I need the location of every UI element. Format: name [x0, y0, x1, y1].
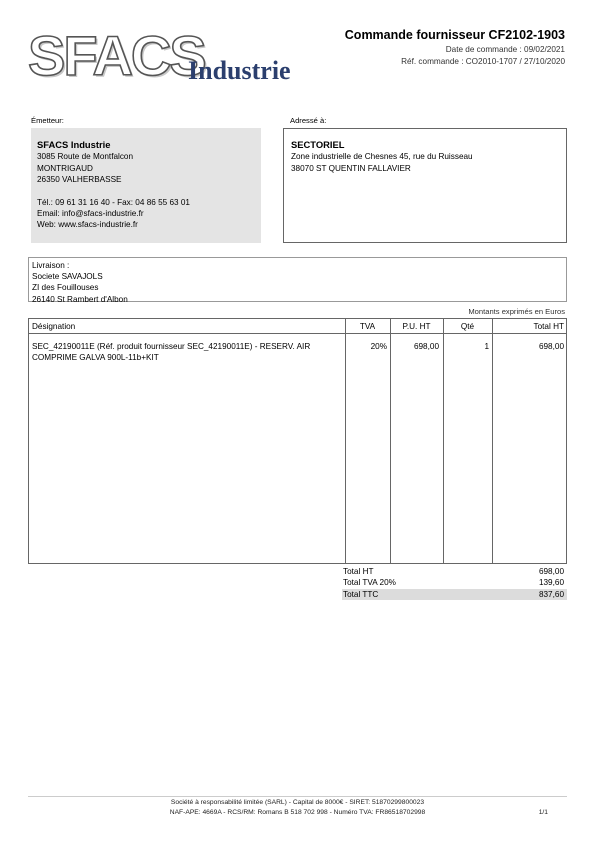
footer-registration-line: NAF-APE: 4669A - RCS/RM: Romans B 518 702 998 - Numéro TVA: FR86518702998: [169, 809, 426, 816]
delivery-line: 26140 St Rambert d'Albon: [32, 294, 128, 304]
total-ht-label: Total HT: [343, 567, 374, 576]
delivery-line: Societe SAVAJOLS: [32, 272, 103, 282]
total-ttc-label: Total TTC: [343, 589, 379, 599]
header-designation: Désignation: [32, 322, 76, 331]
designation-line: SEC_42190011E (Réf. produit fournisseur SEC_42190011E) - RESERV. AIR: [32, 342, 311, 351]
sender-email: Email: info@sfacs-industrie.fr: [37, 209, 144, 219]
header-tva: TVA: [359, 322, 376, 331]
total-ttc-value: 837,60: [538, 589, 564, 599]
recipient-label: Adressé à:: [290, 116, 327, 125]
header-unit-price: P.U. HT: [402, 322, 431, 331]
footer-legal-line: Société à responsabilité limitée (SARL) - Capital de 8000€ - SIRET: 51870299800023: [170, 799, 425, 806]
column-divider: [492, 319, 493, 563]
recipient-box: [283, 128, 567, 243]
footer-divider: [28, 796, 567, 797]
recipient-name: SECTORIEL: [291, 139, 345, 150]
header-divider: [29, 333, 566, 334]
sender-address-line: MONTRIGAUD: [37, 163, 93, 173]
order-reference: Réf. commande : CO2010-1707 / 27/10/2020: [401, 57, 565, 66]
sender-label: Émetteur:: [31, 116, 64, 125]
row-tva: 20%: [370, 342, 387, 351]
recipient-address-line: Zone industrielle de Chesnes 45, rue du Ruisseau: [291, 152, 473, 162]
row-total: 698,00: [538, 342, 564, 351]
logo-brand-text: SFACS: [28, 24, 205, 87]
sender-website: Web: www.sfacs-industrie.fr: [37, 220, 138, 230]
items-table: [28, 318, 567, 564]
order-date: Date de commande : 09/02/2021: [445, 45, 565, 54]
delivery-label: Livraison :: [32, 261, 70, 270]
delivery-line: ZI des Fouillouses: [32, 283, 99, 293]
total-tva-row: [342, 577, 567, 588]
total-ht-value: 698,00: [538, 567, 564, 576]
sender-box: [31, 128, 261, 243]
header-quantity: Qté: [460, 322, 475, 331]
header-total: Total HT: [533, 322, 564, 331]
total-ttc-row: [342, 589, 567, 600]
currency-note: Montants exprimés en Euros: [468, 307, 565, 316]
sender-phone: Tél.: 09 61 31 16 40 - Fax: 04 86 55 63 01: [37, 197, 190, 207]
delivery-box: [28, 257, 567, 302]
total-tva-label: Total TVA 20%: [343, 578, 396, 588]
column-divider: [443, 319, 444, 563]
document-title: Commande fournisseur CF2102-1903: [344, 28, 565, 42]
row-quantity: 1: [484, 342, 489, 351]
column-divider: [390, 319, 391, 563]
recipient-address-line: 38070 ST QUENTIN FALLAVIER: [291, 163, 411, 173]
total-tva-value: 139,60: [538, 578, 564, 588]
designation-line: COMPRIME GALVA 900L-11b+KIT: [32, 353, 159, 363]
sender-address-line: 3085 Route de Montfalcon: [37, 152, 134, 162]
logo-suffix-text: Industrie: [188, 56, 291, 85]
sender-name: SFACS Industrie: [37, 139, 111, 150]
row-unit-price: 698,00: [413, 342, 439, 351]
row-designation: [32, 341, 342, 364]
sender-address-line: 26350 VALHERBASSE: [37, 175, 122, 185]
company-logo: [28, 24, 318, 88]
column-divider: [345, 319, 346, 563]
totals-block: [342, 566, 567, 600]
page-number: 1/1: [538, 809, 548, 816]
total-ht-row: [342, 566, 567, 577]
